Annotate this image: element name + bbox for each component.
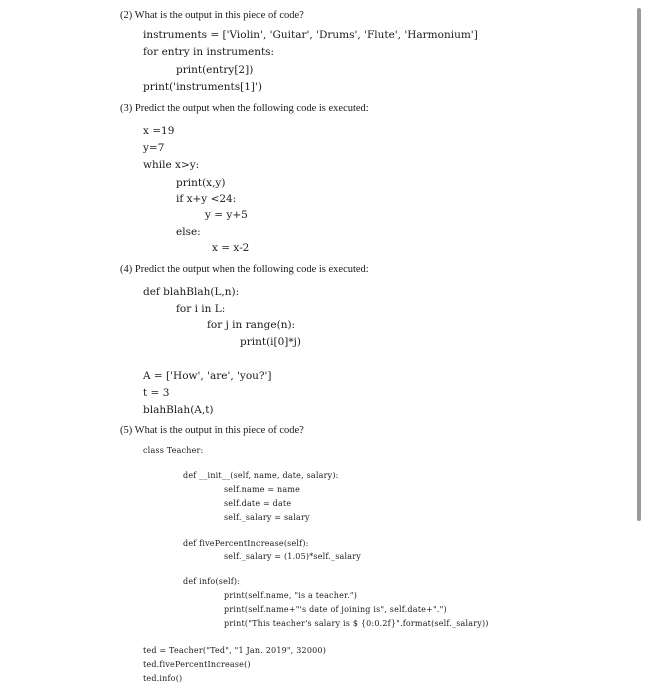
code-line: t = 3 <box>143 387 170 399</box>
code-line: print(self.name+"'s date of joining is", self.date+".") <box>224 605 447 614</box>
code-line: ted.info() <box>143 674 183 683</box>
code-line: y = y+5 <box>205 209 248 221</box>
code-line: self._salary = salary <box>224 513 310 522</box>
code-line: def info(self): <box>183 577 241 586</box>
code-line: ted = Teacher("Ted", "1 Jan. 2019", 32000) <box>143 646 327 655</box>
code-line: y=7 <box>143 142 165 154</box>
question-3-heading: (3) Predict the output when the following code is executed: <box>120 103 369 114</box>
code-line: print('instruments[1]') <box>143 81 262 93</box>
code-line: for j in range(n): <box>207 319 296 331</box>
code-line: blahBlah(A,t) <box>143 404 214 416</box>
code-line: while x>y: <box>143 159 200 171</box>
code-line: self.name = name <box>224 485 301 494</box>
code-line: ted.fivePercentIncrease() <box>143 660 251 669</box>
code-line: def fivePercentIncrease(self): <box>183 539 309 548</box>
code-line: x = x-2 <box>212 242 250 254</box>
code-line: A = ['How', 'are', 'you?'] <box>143 370 272 382</box>
scrollbar[interactable] <box>637 8 641 521</box>
code-line: for entry in instruments: <box>143 46 275 58</box>
code-line: class Teacher: <box>143 446 204 455</box>
code-line: instruments = ['Violin', 'Guitar', 'Drums', 'Flute', 'Harmonium'] <box>143 29 478 41</box>
code-line: else: <box>176 226 201 238</box>
code-line: print(i[0]*j) <box>240 336 302 348</box>
code-line: self._salary = (1.05)*self._salary <box>224 552 361 561</box>
code-line: if x+y <24: <box>176 193 237 205</box>
code-line: x =19 <box>143 125 175 137</box>
code-line: def blahBlah(L,n): <box>143 286 240 298</box>
code-line: print(entry[2]) <box>176 64 254 76</box>
code-line: print("This teacher's salary is $ {0:0.2f}".format(self._salary)) <box>224 619 489 628</box>
question-4-heading: (4) Predict the output when the following code is executed: <box>120 264 369 275</box>
question-2-heading: (2) What is the output in this piece of code? <box>120 10 304 21</box>
code-line: def __init__(self, name, date, salary): <box>183 471 339 480</box>
code-line: print(self.name, "is a teacher.") <box>224 591 358 600</box>
question-5-heading: (5) What is the output in this piece of code? <box>120 425 304 436</box>
code-line: print(x,y) <box>176 177 226 189</box>
code-line: self.date = date <box>224 499 292 508</box>
code-line: for i in L: <box>176 303 226 315</box>
